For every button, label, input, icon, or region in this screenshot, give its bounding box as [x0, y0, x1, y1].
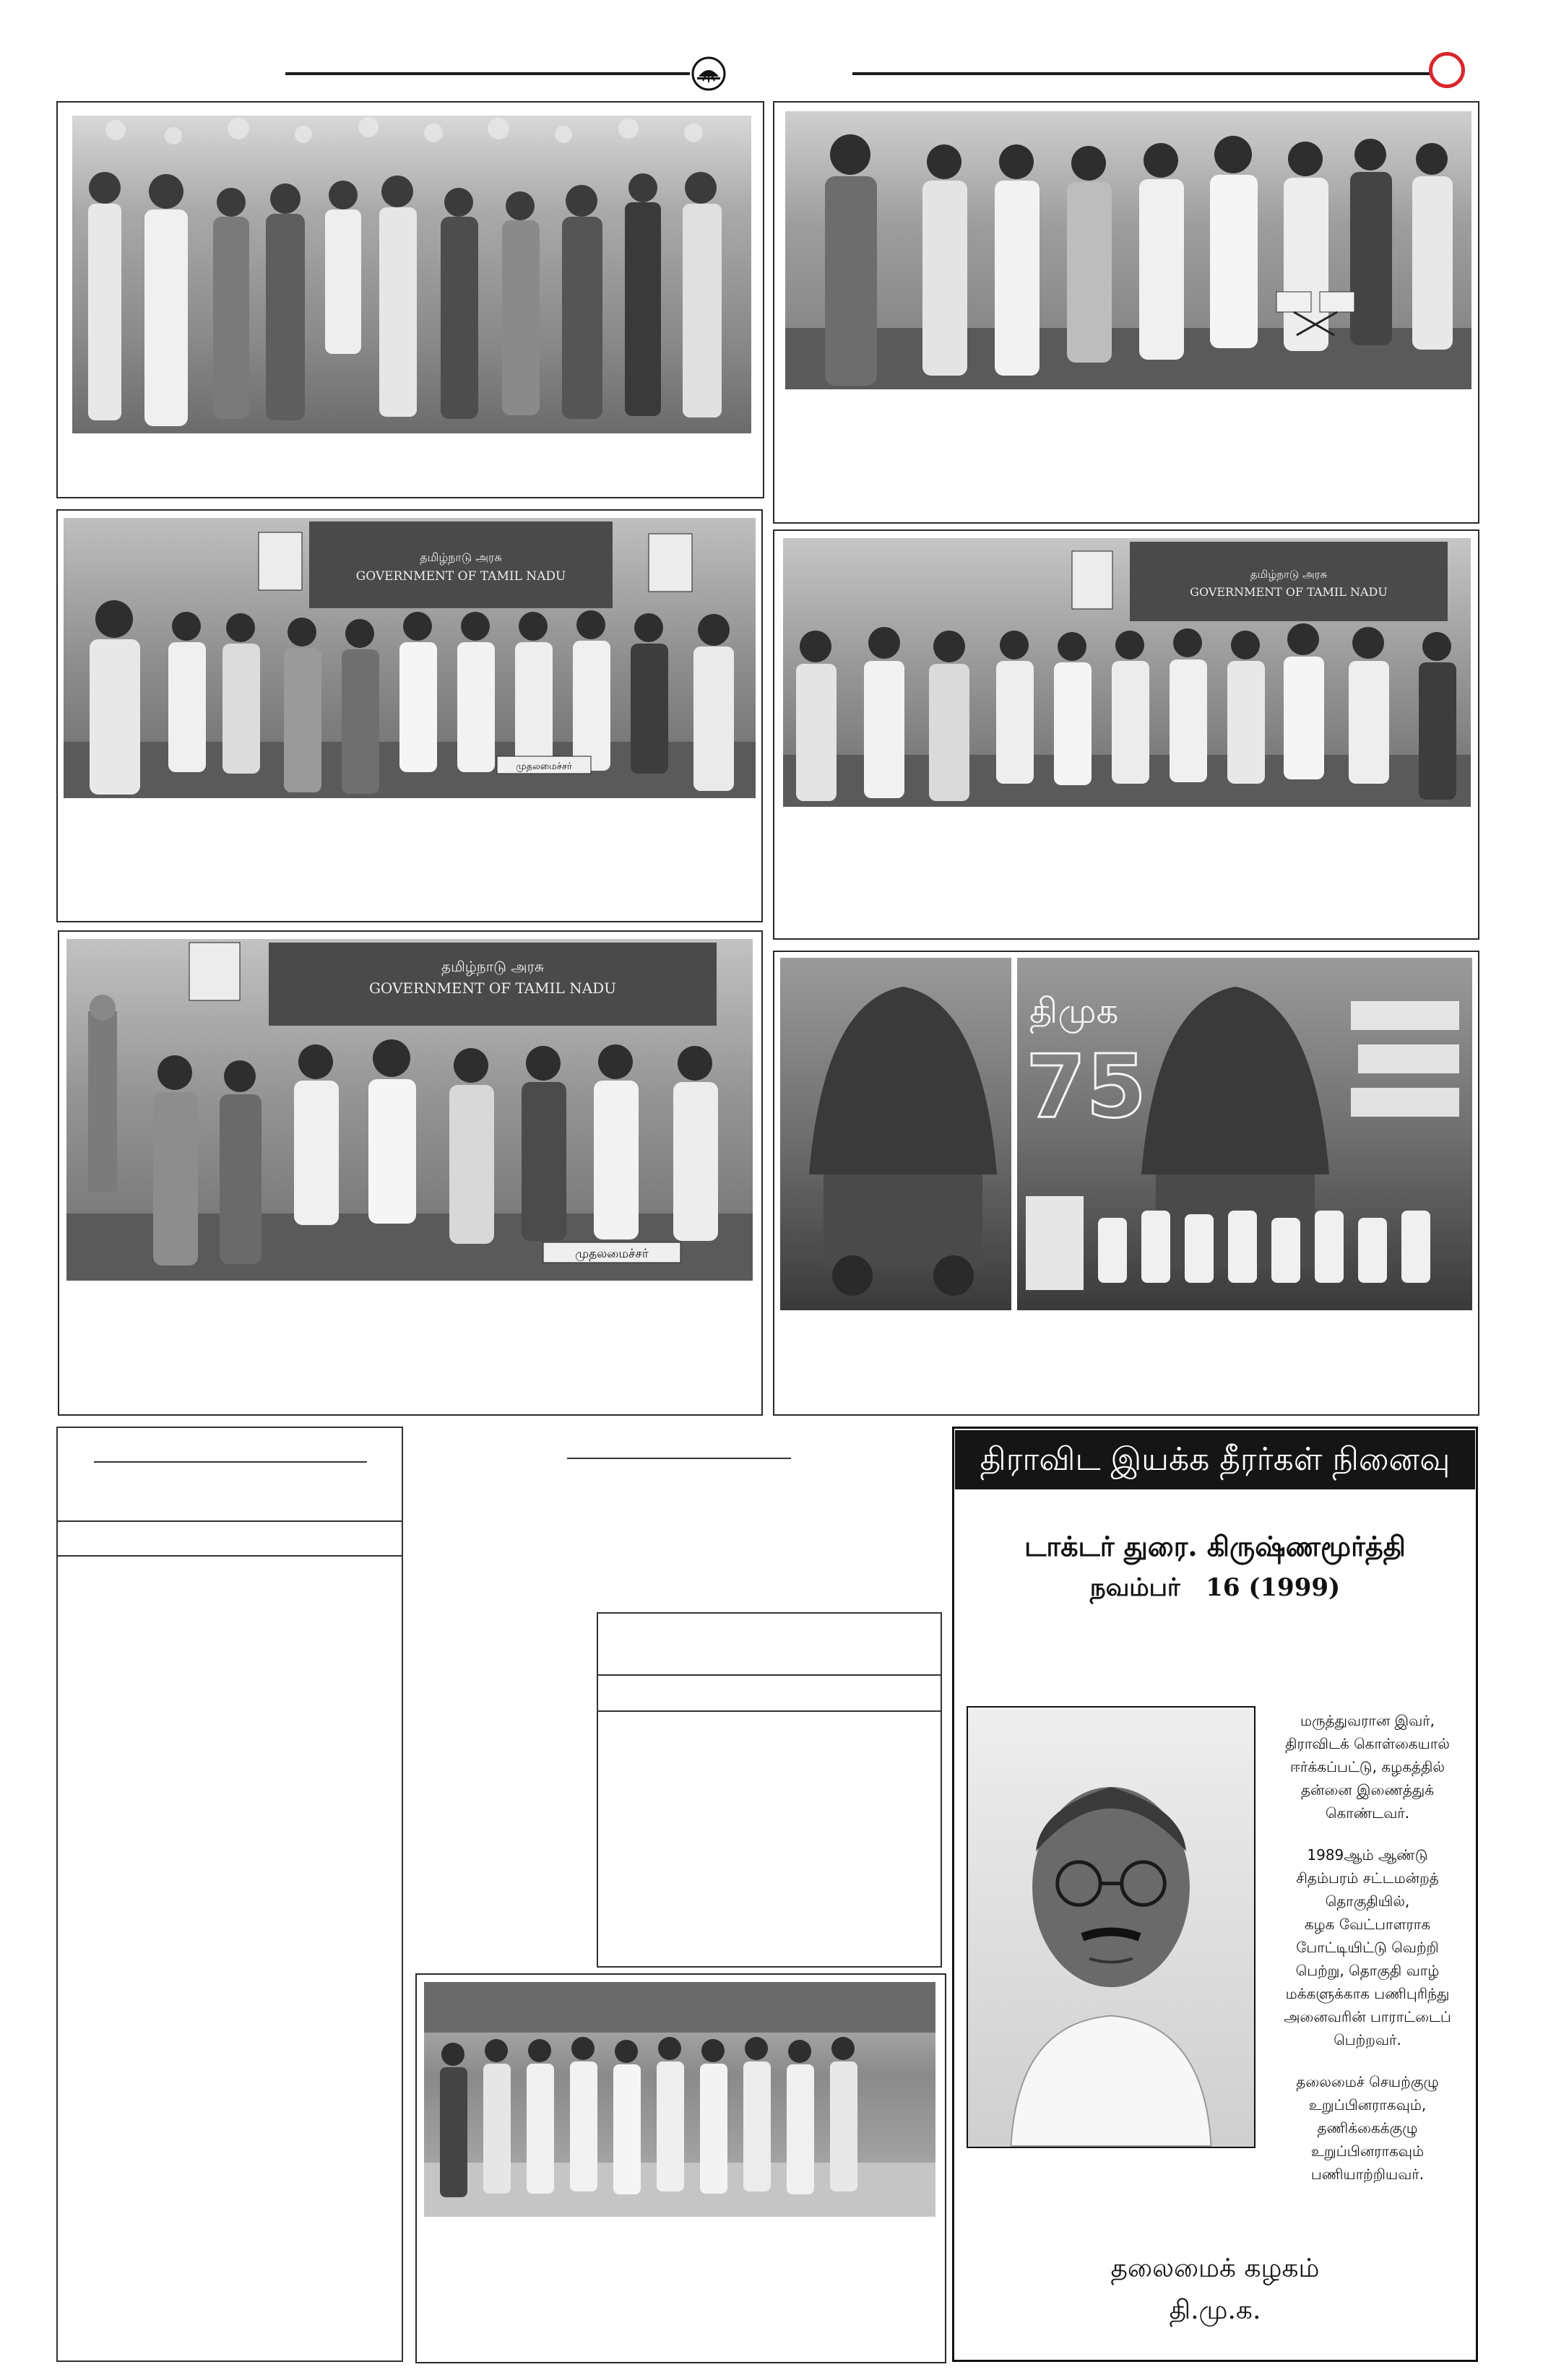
bio-3-line-2: உறுப்பினராகவும்,	[1308, 2096, 1427, 2113]
bio-paragraph-2	[1263, 1843, 1472, 2051]
memorial-footer-line-2: தி.மு.க.	[1169, 2295, 1261, 2325]
bio-2-line-8: அனைவரின் பாராட்டைப்	[1284, 2008, 1451, 2025]
memorial-name: டாக்டர் துரை. கிருஷ்ணமூர்த்தி	[1024, 1530, 1406, 1562]
bio-paragraph-3	[1263, 2070, 1472, 2186]
photo-frame-2	[773, 101, 1479, 524]
sign-govt-english: GOVERNMENT OF TAMIL NADU	[368, 979, 617, 997]
rising-sun-emblem-icon	[690, 55, 727, 92]
event-number-75: 75	[1026, 1037, 1146, 1138]
photo-frame-7	[415, 1973, 946, 2363]
photo-temple-chariot-event	[780, 958, 1472, 1310]
left-column-box	[56, 1427, 403, 2362]
photo-government-office-group	[64, 518, 756, 798]
photo-family-wedding-greeting	[72, 116, 751, 433]
bio-1-line-5: கொண்டவர்.	[1325, 1804, 1410, 1822]
sign-govt-english: GOVERNMENT OF TAMIL NADU	[355, 569, 566, 584]
bio-3-line-4: உறுப்பினராகவும்	[1310, 2142, 1425, 2160]
bio-2-line-6: பெற்று, தொகுதி வாழ்	[1295, 1962, 1440, 1979]
photo-outdoor-ground-breaking	[424, 1982, 935, 2217]
svg-text:திமுக: திமுக	[1029, 991, 1119, 1031]
sign-govt-tamil: தமிழ்நாடு அரசு	[441, 958, 544, 975]
middle-inset-rule-2	[597, 1710, 942, 1712]
group-photo-icon	[64, 518, 756, 798]
memorial-portrait	[967, 1706, 1255, 2148]
memorial-date: நவம்பர் 16 (1999)	[1089, 1573, 1341, 1602]
red-circle-icon	[1429, 52, 1465, 88]
group-photo-icon	[785, 111, 1471, 389]
photo-frame-4	[773, 529, 1479, 940]
middle-inset-rule-1	[597, 1674, 942, 1676]
bio-1-line-4: தன்னை இணைத்துக்	[1300, 1781, 1435, 1799]
bio-2-line-1: 1989ஆம் ஆண்டு	[1307, 1846, 1428, 1864]
bio-1-line-1: மருத்துவரான இவர்,	[1300, 1712, 1435, 1729]
photo-frame-5	[58, 930, 763, 1416]
bio-3-line-3: தணிக்கைக்குழு	[1317, 2119, 1418, 2137]
header-rule-right	[852, 72, 1438, 75]
portrait-icon	[968, 1708, 1254, 2147]
header-rule-left	[285, 72, 690, 75]
desk-plate-label: முதலமைச்சர்	[575, 1247, 649, 1261]
bio-1-line-2: திராவிடக் கொள்கையால்	[1285, 1735, 1450, 1752]
memorial-bio	[1263, 1709, 1472, 2204]
middle-inset-box	[597, 1612, 942, 1968]
photo-frame-1	[56, 101, 764, 498]
memorial-banner: திராவிட இயக்க தீரர்கள் நினைவு நாள்	[955, 1430, 1475, 1489]
bio-3-line-1: தலைமைச் செயற்குழு	[1296, 2073, 1439, 2090]
photo-frame-6	[773, 951, 1479, 1416]
bio-paragraph-1	[1263, 1709, 1472, 1825]
sign-govt-tamil: தமிழ்நாடு அரசு	[1250, 568, 1328, 581]
bio-2-line-3: தொகுதியில்,	[1325, 1892, 1410, 1910]
bio-2-line-9: பெற்றவர்.	[1334, 2031, 1401, 2048]
left-column-title-rule	[94, 1461, 367, 1463]
temple-chariot-icon	[780, 958, 1472, 1310]
bio-1-line-3: ஈர்க்கப்பட்டு, கழகத்தில்	[1289, 1758, 1445, 1775]
sign-govt-english: GOVERNMENT OF TAMIL NADU	[1190, 585, 1388, 599]
bio-2-line-5: போட்டியிட்டு வெற்றி	[1296, 1939, 1439, 1956]
photo-delegation-with-flags	[785, 111, 1471, 389]
left-column-subhead-box	[56, 1520, 403, 1557]
sign-govt-tamil: தமிழ்நாடு அரசு	[420, 550, 502, 564]
group-photo-icon	[66, 939, 753, 1281]
bio-2-line-7: மக்களுக்காக பணிபுரிந்து	[1285, 1985, 1450, 2002]
middle-column-title-rule	[567, 1458, 791, 1459]
bio-2-line-4: கழக வேட்பாளராக	[1304, 1916, 1431, 1933]
group-photo-icon	[783, 538, 1471, 807]
bio-2-line-2: சிதம்பரம் சட்டமன்றத்	[1296, 1869, 1439, 1887]
photo-office-group-with-statue	[66, 939, 753, 1281]
photo-frame-3	[56, 509, 763, 922]
desk-plate-label: முதலமைச்சர்	[516, 761, 572, 772]
group-photo-icon	[72, 116, 751, 433]
bio-3-line-5: பணியாற்றியவர்.	[1310, 2165, 1425, 2183]
memorial-footer-line-1: தலைமைக் கழகம்	[1110, 2254, 1320, 2283]
photo-government-office-group-2	[783, 538, 1471, 807]
group-photo-icon	[424, 1982, 935, 2217]
